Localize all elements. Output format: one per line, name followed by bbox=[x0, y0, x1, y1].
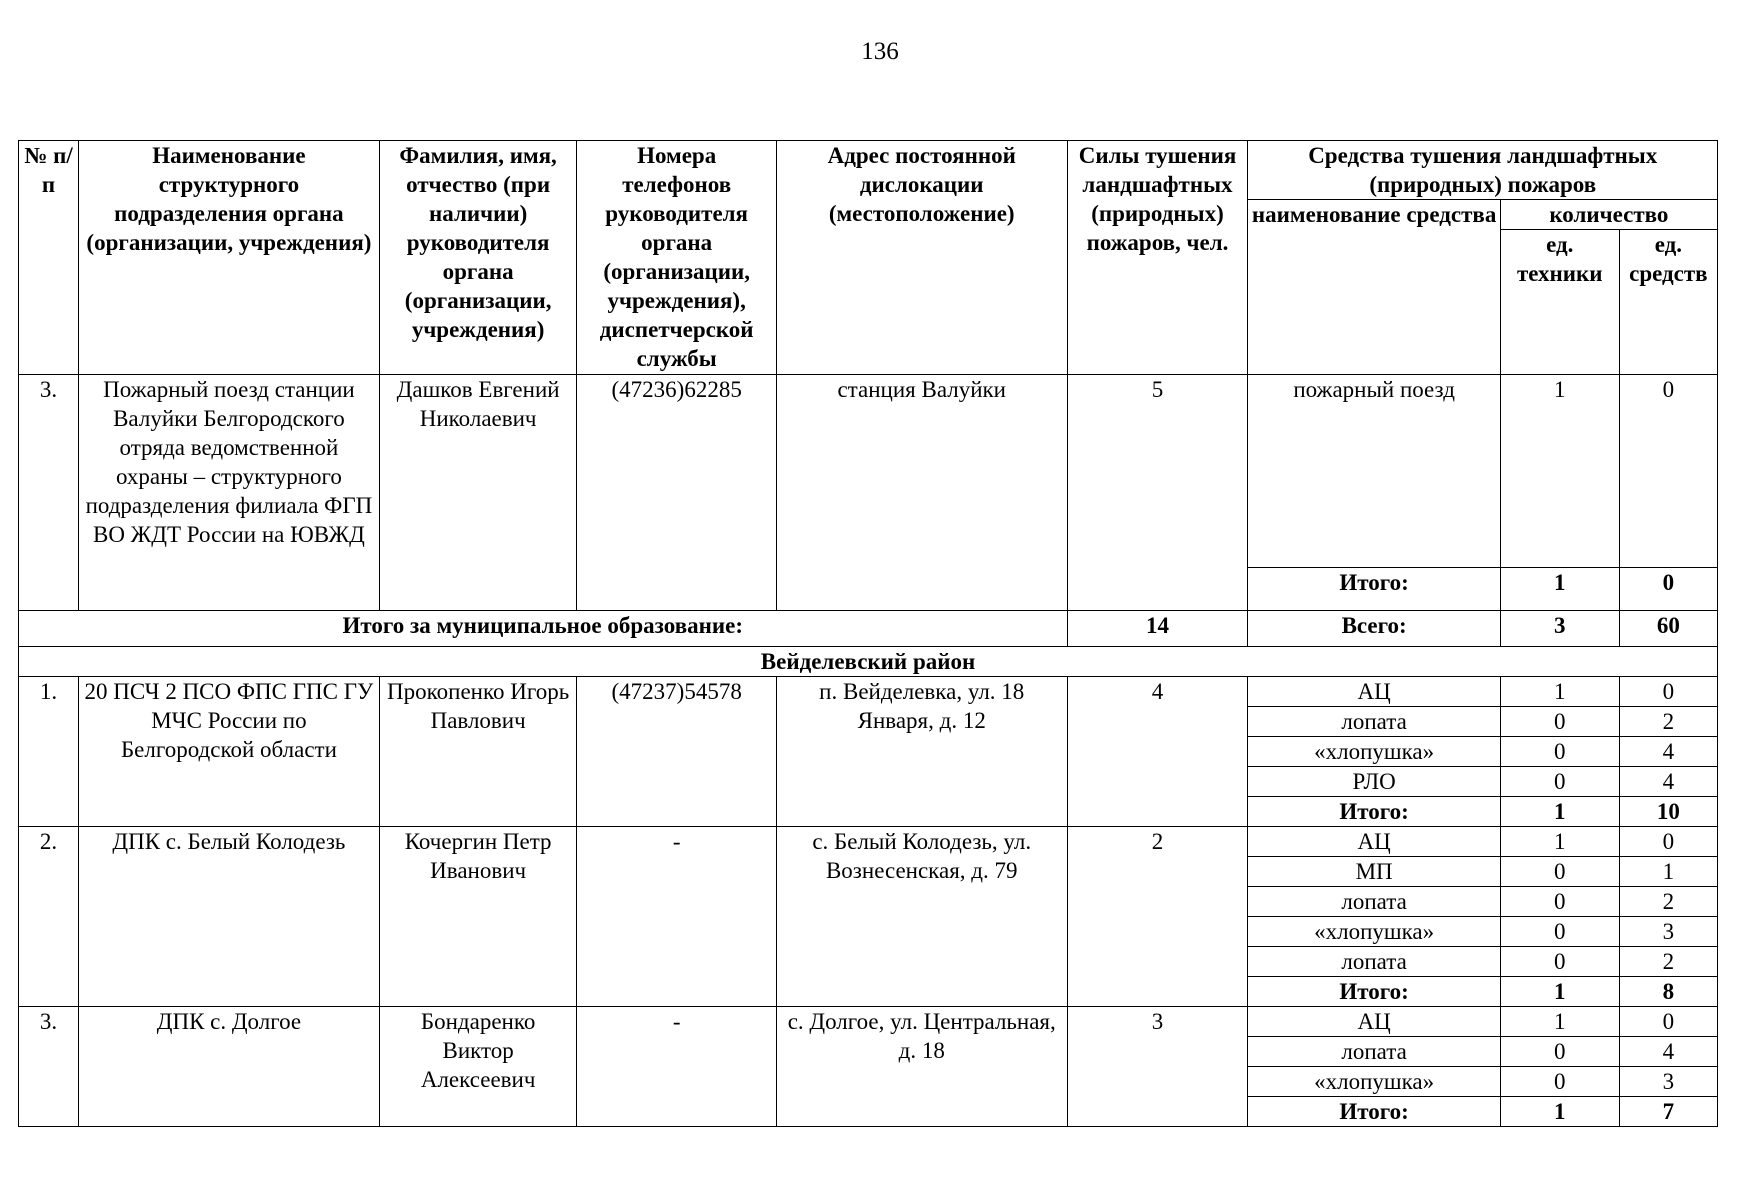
municipal-total-means: 60 bbox=[1619, 611, 1717, 647]
unit-name: ДПК с. Долгое bbox=[78, 1007, 379, 1127]
header-person: Фамилия, имя, отчество (при наличии) руководителя органа (организации, учреждения) bbox=[379, 141, 577, 375]
means-name: МП bbox=[1248, 857, 1500, 887]
means-name: «хлопушка» bbox=[1248, 737, 1500, 767]
means-units: 0 bbox=[1619, 677, 1717, 707]
address: п. Вейделевка, ул. 18 Января, д. 12 bbox=[776, 677, 1067, 827]
means-tech: 1 bbox=[1500, 375, 1619, 568]
means-tech: 0 bbox=[1500, 767, 1619, 797]
header-forces: Силы тушения ландшафтных (природных) пожаров, чел. bbox=[1067, 141, 1248, 375]
head-person: Дашков Евгений Николаевич bbox=[379, 375, 577, 611]
header-row bbox=[19, 141, 1718, 200]
means-tech: 0 bbox=[1500, 947, 1619, 977]
means-tech: 1 bbox=[1500, 677, 1619, 707]
district-name: Вейделевский район bbox=[19, 647, 1718, 677]
subtotal-label: Итого: bbox=[1248, 977, 1500, 1007]
header-address: Адрес постоянной дислокации (местоположение) bbox=[776, 141, 1067, 375]
phone-number: (47236)62285 bbox=[577, 375, 777, 611]
subtotal-means: 10 bbox=[1619, 797, 1717, 827]
means-name: РЛО bbox=[1248, 767, 1500, 797]
means-name: АЦ bbox=[1248, 1007, 1500, 1037]
header-units-tech: ед. техники bbox=[1500, 230, 1619, 375]
header-means-name: наименование средства bbox=[1248, 200, 1500, 375]
means-name: пожарный поезд bbox=[1248, 375, 1500, 568]
row-num: 3. bbox=[19, 1007, 79, 1127]
means-name: лопата bbox=[1248, 1037, 1500, 1067]
header-phone: Номера телефонов руководителя органа (организации, учреждения), диспетчерской службы bbox=[577, 141, 777, 375]
fire-means-table bbox=[18, 140, 1718, 1127]
means-units: 0 bbox=[1619, 375, 1717, 568]
address: станция Валуйки bbox=[776, 375, 1067, 611]
forces-count: 4 bbox=[1067, 677, 1248, 827]
means-name: «хлопушка» bbox=[1248, 1067, 1500, 1097]
header-quantity: количество bbox=[1500, 200, 1717, 230]
means-tech: 0 bbox=[1500, 887, 1619, 917]
means-name: АЦ bbox=[1248, 677, 1500, 707]
row-num: 1. bbox=[19, 677, 79, 827]
forces-count: 5 bbox=[1067, 375, 1248, 611]
row-num: 3. bbox=[19, 375, 79, 611]
district-row bbox=[19, 647, 1718, 677]
unit-name: ДПК с. Белый Колодезь bbox=[78, 827, 379, 1007]
means-name: «хлопушка» bbox=[1248, 917, 1500, 947]
means-tech: 0 bbox=[1500, 707, 1619, 737]
subtotal-means: 8 bbox=[1619, 977, 1717, 1007]
phone-number: - bbox=[577, 1007, 777, 1127]
header-name: Наименование структурного подразделения органа (организации, учреждения) bbox=[78, 141, 379, 375]
means-tech: 1 bbox=[1500, 1007, 1619, 1037]
means-units: 3 bbox=[1619, 917, 1717, 947]
head-person: Кочергин Петр Иванович bbox=[379, 827, 577, 1007]
means-tech: 0 bbox=[1500, 1067, 1619, 1097]
means-name: АЦ bbox=[1248, 827, 1500, 857]
header-units-means: ед. средств bbox=[1619, 230, 1717, 375]
means-units: 4 bbox=[1619, 737, 1717, 767]
means-tech: 1 bbox=[1500, 827, 1619, 857]
row-num: 2. bbox=[19, 827, 79, 1007]
municipal-total-all-label: Всего: bbox=[1248, 611, 1500, 647]
table-row bbox=[19, 375, 1718, 568]
phone-number: (47237)54578 bbox=[577, 677, 777, 827]
address: с. Белый Колодезь, ул. Вознесенская, д. 79 bbox=[776, 827, 1067, 1007]
municipal-total-tech: 3 bbox=[1500, 611, 1619, 647]
municipal-total-row bbox=[19, 611, 1718, 647]
address: с. Долгое, ул. Центральная, д. 18 bbox=[776, 1007, 1067, 1127]
means-units: 0 bbox=[1619, 1007, 1717, 1037]
table-row bbox=[19, 677, 1718, 707]
subtotal-tech: 1 bbox=[1500, 1097, 1619, 1127]
table-row bbox=[19, 827, 1718, 857]
means-name: лопата bbox=[1248, 947, 1500, 977]
subtotal-label: Итого: bbox=[1248, 1097, 1500, 1127]
header-means: Средства тушения ландшафтных (природных) пожаров bbox=[1248, 141, 1718, 200]
means-tech: 0 bbox=[1500, 737, 1619, 767]
means-units: 3 bbox=[1619, 1067, 1717, 1097]
subtotal-means: 0 bbox=[1619, 568, 1717, 611]
means-units: 2 bbox=[1619, 707, 1717, 737]
means-tech: 0 bbox=[1500, 917, 1619, 947]
unit-name: 20 ПСЧ 2 ПСО ФПС ГПС ГУ МЧС России по Белгородской области bbox=[78, 677, 379, 827]
municipal-total-forces: 14 bbox=[1067, 611, 1248, 647]
forces-count: 2 bbox=[1067, 827, 1248, 1007]
means-name: лопата bbox=[1248, 887, 1500, 917]
header-num: № п/п bbox=[19, 141, 79, 375]
subtotal-tech: 1 bbox=[1500, 797, 1619, 827]
subtotal-means: 7 bbox=[1619, 1097, 1717, 1127]
phone-number: - bbox=[577, 827, 777, 1007]
head-person: Бондаренко Виктор Алексеевич bbox=[379, 1007, 577, 1127]
means-name: лопата bbox=[1248, 707, 1500, 737]
subtotal-label: Итого: bbox=[1248, 568, 1500, 611]
table-row bbox=[19, 1007, 1718, 1037]
subtotal-label: Итого: bbox=[1248, 797, 1500, 827]
page-number: 136 bbox=[861, 38, 899, 65]
means-units: 4 bbox=[1619, 1037, 1717, 1067]
municipal-total-label: Итого за муниципальное образование: bbox=[19, 611, 1068, 647]
means-units: 0 bbox=[1619, 827, 1717, 857]
means-units: 2 bbox=[1619, 947, 1717, 977]
unit-name: Пожарный поезд станции Валуйки Белгородского отряда ведомственной охраны – структурного подразделения филиала ФГП ВО ЖДТ России на ЮВЖД bbox=[78, 375, 379, 611]
forces-count: 3 bbox=[1067, 1007, 1248, 1127]
subtotal-tech: 1 bbox=[1500, 568, 1619, 611]
means-tech: 0 bbox=[1500, 1037, 1619, 1067]
means-units: 1 bbox=[1619, 857, 1717, 887]
means-units: 2 bbox=[1619, 887, 1717, 917]
means-units: 4 bbox=[1619, 767, 1717, 797]
head-person: Прокопенко Игорь Павлович bbox=[379, 677, 577, 827]
means-tech: 0 bbox=[1500, 857, 1619, 887]
subtotal-tech: 1 bbox=[1500, 977, 1619, 1007]
